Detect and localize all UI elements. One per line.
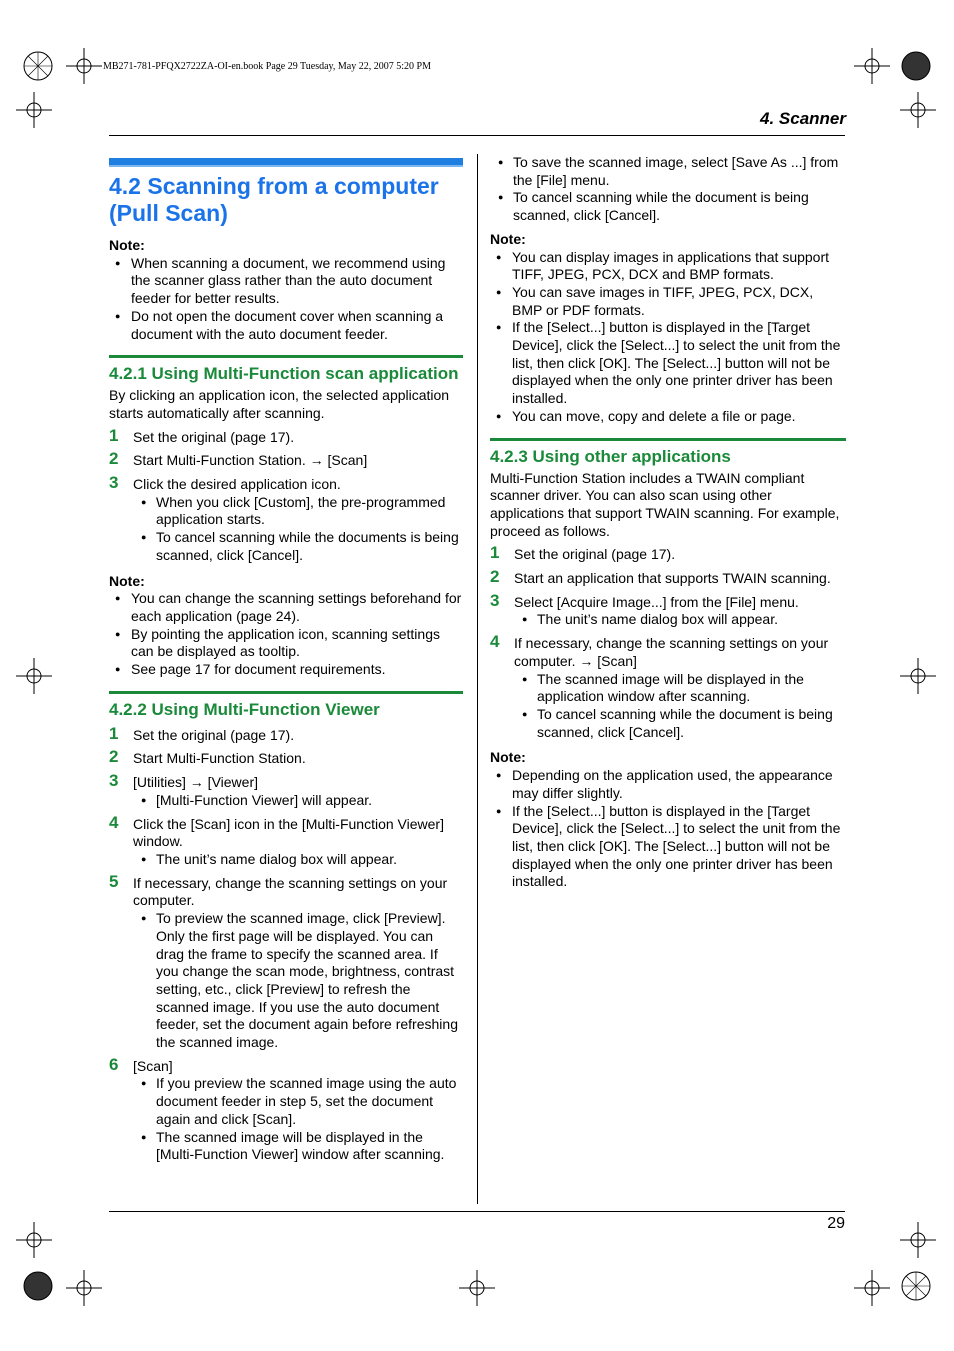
registration-mark-icon — [20, 48, 56, 84]
list-item: ● If you preview the scanned image using the auto document feeder in step 5, set the document again and click [Scan]. — [109, 1075, 463, 1128]
list-item: ● The unit’s name dialog box will appear. — [109, 851, 463, 869]
list-item: ● The scanned image will be displayed in the application window after scanning. — [490, 671, 846, 706]
paragraph: By clicking an application icon, the selected application starts automatically after scanning. — [109, 387, 450, 421]
note-list — [490, 249, 846, 426]
note-label: Note: — [109, 572, 145, 589]
list-item: ● To save the scanned image, select [Save As ...] from the [File] menu. — [466, 154, 846, 189]
step-bullets — [109, 494, 463, 565]
step-bullets — [490, 671, 846, 742]
step-number: 1 — [109, 425, 119, 445]
list-item: ● The scanned image will be displayed in the [Multi-Function Viewer] window after scanning. — [109, 1129, 463, 1164]
step-text: If necessary, change the scanning settings on your computer. → [Scan] — [514, 635, 829, 669]
header-rule — [109, 135, 845, 136]
list-item: ● You can save images in TIFF, JPEG, PCX, DCX, BMP or PDF formats. — [490, 284, 846, 319]
note-list — [109, 255, 463, 344]
step-item — [490, 543, 846, 564]
list-item: ● To cancel scanning while the document is being scanned, click [Cancel]. — [490, 706, 846, 741]
list-item: ● To cancel scanning while the documents is being scanned, click [Cancel]. — [109, 529, 463, 564]
step-number: 2 — [109, 747, 119, 767]
list-item: ● When you click [Custom], the pre-programmed application starts. — [109, 494, 463, 529]
paragraph: Multi-Function Station includes a TWAIN compliant scanner driver. You can also scan using other applications that support TWAIN scanning. For example, proceed as follows. — [490, 469, 840, 539]
step-text: [Scan] — [133, 1057, 173, 1074]
page-number: 29 — [827, 1215, 845, 1232]
step-number: 3 — [109, 771, 119, 791]
step-item — [109, 871, 463, 910]
step-number: 5 — [109, 871, 119, 891]
crosshair-icon — [900, 92, 936, 128]
list-item: ● You can change the scanning settings beforehand for each application (page 24). — [109, 590, 463, 625]
crosshair-icon — [16, 658, 52, 694]
crosshair-icon — [900, 658, 936, 694]
note-list — [109, 590, 463, 679]
step-bullets — [109, 1075, 463, 1164]
print-header: MB271-781-PFQX2722ZA-OI-en.book Page 29 Tuesday, May 22, 2007 5:20 PM — [103, 61, 431, 72]
step-item — [109, 473, 463, 494]
step-item — [490, 567, 846, 588]
step-item — [109, 425, 463, 447]
list-item: ● When scanning a document, we recommend using the scanner glass rather than the auto document feeder for better results. — [109, 255, 463, 308]
list-item: ● See page 17 for document requirements. — [109, 661, 463, 679]
step-number: 4 — [109, 812, 119, 832]
step-bullets — [109, 792, 463, 810]
subsection-title: 4.2.2 Using Multi-Function Viewer — [109, 699, 380, 719]
crosshair-icon — [854, 1270, 890, 1306]
step-item — [109, 771, 463, 792]
subsection-bar — [490, 438, 846, 441]
list-item: ● [Multi-Function Viewer] will appear. — [109, 792, 463, 810]
step-number: 2 — [109, 449, 119, 469]
step-item — [109, 723, 463, 745]
list-item: ● You can move, copy and delete a file or page. — [490, 408, 846, 426]
step-number: 1 — [109, 723, 119, 743]
note-label: Note: — [109, 237, 145, 253]
step-bullets — [466, 154, 846, 225]
registration-mark-icon — [898, 48, 934, 84]
registration-mark-icon — [20, 1268, 56, 1304]
crosshair-icon — [16, 92, 52, 128]
step-text: Set the original (page 17). — [133, 428, 295, 445]
list-item: ● To cancel scanning while the document is being scanned, click [Cancel]. — [466, 189, 846, 224]
step-item — [109, 812, 463, 851]
section-title: 4.2 Scanning from a computer (Pull Scan) — [109, 173, 439, 226]
list-item: ● To preview the scanned image, click [Preview]. Only the first page will be displayed. You can drag the frame to specify the scanned area. If you change the scan mode, brightness, contrast setting, etc., click [Preview] to refresh the scanned image. If you use the auto document feeder, set the document again before refreshing the scanned image. — [109, 910, 463, 1052]
step-text: Set the original (page 17). — [514, 546, 676, 563]
step-item — [109, 747, 463, 768]
step-text: Start an application that supports TWAIN scanning. — [514, 570, 831, 587]
step-text: [Utilities] → [Viewer] — [133, 774, 258, 791]
step-number: 3 — [490, 590, 500, 610]
step-text: Select [Acquire Image...] from the [File] menu. — [514, 593, 799, 610]
list-item: ● Do not open the document cover when scanning a document with the auto document feeder. — [109, 308, 463, 343]
right-column — [490, 154, 846, 891]
list-item: ● By pointing the application icon, scanning settings can be displayed as tooltip. — [109, 626, 463, 661]
subsection-title: 4.2.1 Using Multi-Function scan application — [109, 364, 459, 384]
crosshair-icon — [16, 1222, 52, 1258]
left-column — [109, 158, 463, 1164]
step-text: Click the [Scan] icon in the [Multi-Function Viewer] window. — [133, 815, 444, 850]
subsection-bar — [109, 355, 463, 358]
step-text: Set the original (page 17). — [133, 726, 295, 743]
step-number: 3 — [109, 473, 119, 493]
step-item — [109, 449, 463, 470]
step-text: Start Multi-Function Station. — [133, 750, 306, 767]
step-bullets — [109, 910, 463, 1052]
step-bullets — [490, 611, 846, 629]
list-item: ● Depending on the application used, the appearance may differ slightly. — [490, 767, 846, 802]
subsection-title: 4.2.3 Using other applications — [490, 446, 731, 466]
list-item: ● The unit’s name dialog box will appear. — [490, 611, 846, 629]
note-list — [490, 767, 846, 891]
step-text: If necessary, change the scanning settings on your computer. — [133, 874, 448, 909]
step-number: 2 — [490, 567, 500, 587]
step-number: 1 — [490, 543, 500, 563]
step-text: Start Multi-Function Station. → [Scan] — [133, 452, 368, 469]
section-bar — [109, 158, 463, 167]
step-bullets — [109, 851, 463, 869]
note-label: Note: — [490, 749, 526, 766]
note-label: Note: — [490, 230, 526, 247]
list-item: ● If the [Select...] button is displayed in the [Target Device], click the [Select...] to select the unit from the list, then click [OK]. The [Select...] button will not be displayed when the only one printer driver has been installed. — [490, 319, 846, 408]
footer-rule — [109, 1211, 845, 1212]
step-number: 6 — [109, 1054, 119, 1074]
crosshair-icon — [459, 1270, 495, 1306]
column-divider — [477, 154, 478, 1204]
crosshair-icon — [854, 48, 890, 84]
step-item — [490, 590, 846, 612]
chapter-title: 4. Scanner — [760, 109, 846, 128]
crosshair-icon — [66, 1270, 102, 1306]
step-number: 4 — [490, 632, 500, 652]
crosshair-icon — [66, 48, 102, 84]
list-item: ● If the [Select...] button is displayed in the [Target Device], click the [Select...] to select the unit from the list, then click [OK]. The [Select...] button will not be displayed when the only one printer driver has been installed. — [490, 803, 846, 892]
crosshair-icon — [900, 1222, 936, 1258]
step-item — [490, 632, 846, 670]
registration-mark-icon — [898, 1268, 934, 1304]
step-text: Click the desired application icon. — [133, 476, 341, 493]
subsection-bar — [109, 691, 463, 694]
step-item — [109, 1054, 463, 1076]
list-item: ● You can display images in applications that support TIFF, JPEG, PCX, DCX and BMP formats. — [490, 249, 846, 284]
